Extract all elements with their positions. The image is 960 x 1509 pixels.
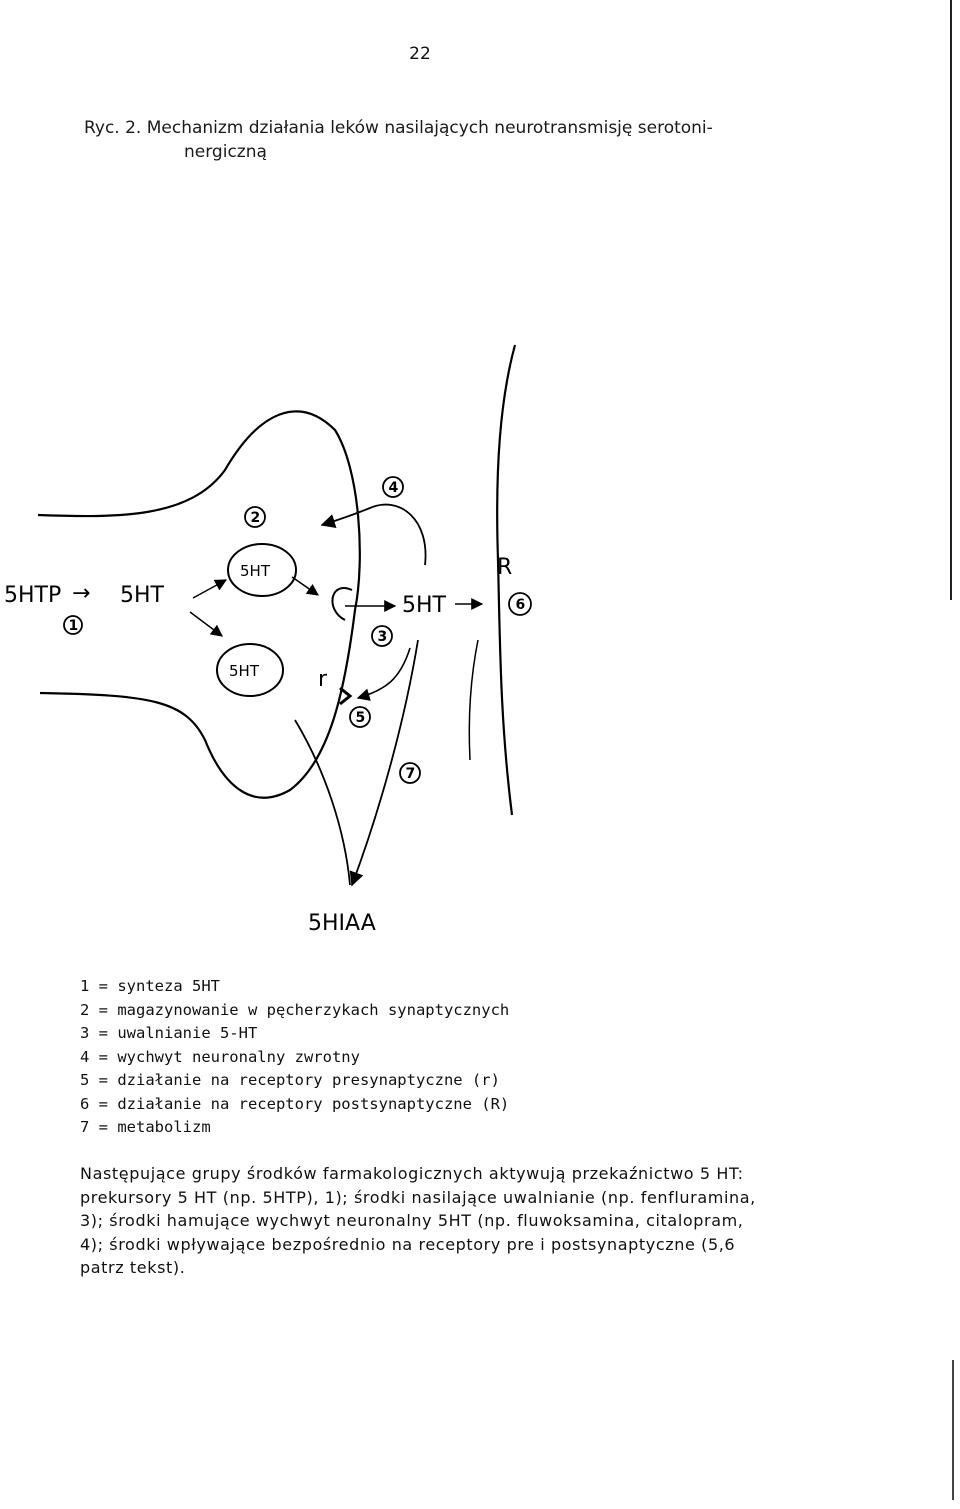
arrow-to-presynaptic-receptor xyxy=(358,648,410,698)
label-5hiaa: 5HIAA xyxy=(308,911,376,936)
legend-item: 4 = wychwyt neuronalny zwrotny xyxy=(80,1047,360,1066)
metabolism-line-left xyxy=(295,720,350,885)
paragraph-line: patrz tekst). xyxy=(80,1258,186,1277)
legend-item: 3 = uwalnianie 5-HT xyxy=(80,1024,258,1042)
page-number: 22 xyxy=(409,44,431,64)
paragraph-line: 4); środki wpływające bezpośrednio na receptory pre i postsynaptyczne (5,6 xyxy=(80,1234,736,1254)
svg-text:2: 2 xyxy=(250,510,261,526)
step-circle-5 xyxy=(350,707,370,727)
paragraph-line: 3); środki hamujące wychwyt neuronalny 5HT (np. fluwoksamina, citalopram, xyxy=(80,1211,744,1230)
caption-line-2: nergiczną xyxy=(184,142,267,162)
svg-text:4: 4 xyxy=(388,480,399,496)
legend xyxy=(80,975,509,1140)
label-receptor-r-pre: r xyxy=(318,667,328,692)
label-arrow: → xyxy=(72,581,91,606)
vesicle-upper xyxy=(228,544,296,596)
legend-item: 1 = synteza 5HT xyxy=(80,977,220,995)
legend-item: 6 = działanie na receptory postsynaptyczne (R) xyxy=(80,1094,510,1113)
paragraph-line: Następujące grupy środków farmakologicznych aktywują przekaźnictwo 5 HT: xyxy=(80,1164,744,1183)
step-circle-4 xyxy=(383,477,403,497)
postsynaptic-membrane xyxy=(497,345,515,815)
presynaptic-receptor-mark xyxy=(340,688,350,704)
arrow-to-vesicle-2 xyxy=(190,612,222,636)
svg-text:7: 7 xyxy=(405,766,416,782)
legend-item: 7 = metabolizm xyxy=(80,1118,211,1136)
page-edge-line-lower xyxy=(952,1360,954,1500)
arrow-vesicle-to-release xyxy=(292,577,318,595)
svg-text:6: 6 xyxy=(515,597,526,613)
figure-caption xyxy=(84,116,884,164)
svg-text:5HT: 5HT xyxy=(229,662,259,680)
svg-text:5HT: 5HT xyxy=(240,562,270,580)
paragraph-line: prekursory 5 HT (np. 5HTP), 1); środki nasilające uwalnianie (np. fenfluramina, xyxy=(80,1187,756,1207)
arrow-to-vesicle-1 xyxy=(193,580,226,598)
legend-item: 5 = działanie na receptory presynaptyczne (r) xyxy=(80,1071,500,1089)
step-circle-2 xyxy=(245,507,265,527)
label-5ht-cytoplasm: 5HT xyxy=(120,583,164,608)
description-paragraph xyxy=(80,1162,940,1280)
vesicle-lower xyxy=(217,644,283,696)
reuptake-arrow xyxy=(322,505,426,565)
step-circle-3 xyxy=(372,626,392,646)
legend-item: 2 = magazynowanie w pęcherzykach synaptycznych xyxy=(80,1000,510,1019)
label-receptor-r-post: R xyxy=(497,555,513,580)
exocytosis-site xyxy=(332,588,352,620)
svg-text:3: 3 xyxy=(377,629,388,645)
step-circle-1 xyxy=(64,616,82,634)
svg-text:1: 1 xyxy=(68,618,79,634)
caption-line-1: Ryc. 2. Mechanizm działania leków nasilających neurotransmisję serotoni- xyxy=(84,118,713,138)
svg-text:5: 5 xyxy=(355,710,366,726)
label-5htp: 5HTP xyxy=(4,583,62,608)
postsynaptic-membrane-inner xyxy=(469,640,478,760)
step-circle-6 xyxy=(509,593,531,615)
label-synaptic-5ht: 5HT xyxy=(402,593,446,618)
step-circle-7 xyxy=(400,763,420,783)
synapse-diagram xyxy=(0,330,960,950)
